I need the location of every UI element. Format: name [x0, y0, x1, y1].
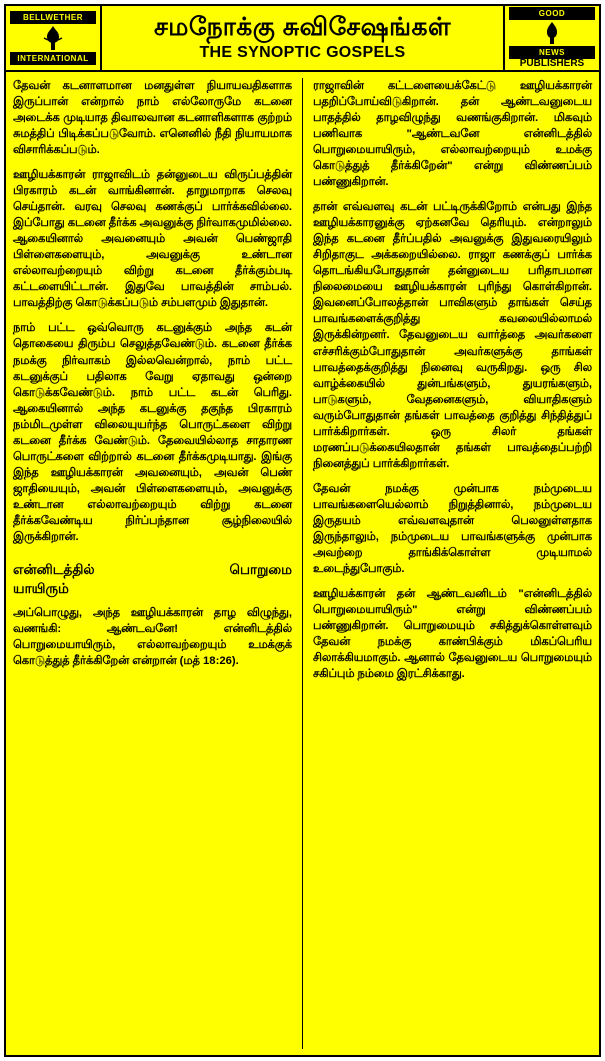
bellwether-international-logo — [6, 6, 102, 70]
masthead — [6, 6, 599, 72]
goodnews-band-top: GOOD — [509, 7, 595, 20]
paragraph: தான் எவ்வளவு கடன் பட்டிருக்கிறோம் என்பது இந்த ஊழியக்காரனுக்கு ஏற்கனவே தெரியும். என்றாலும் இந்த கடனை தீர்ப்பதில் அவனுக்கு இதுவரையிலும் சிறிதாகுட அக்கறையில்லை. ராஜா கணக்குப் பார்க்க தொடங்கியபோதுதான் தன்னுடைய பரிதாபமான நிலைமையை ஊழியக்காரன் புரிந்து கொள்கிறான். இவனைப்போலத்தான் பாவிகளும் தாங்கள் செய்த பாவங்களைக்குறித்து கவலையில்லாமல் இருக்கின்றனர். தேவனுடைய வார்த்தை அவர்களை எச்சரிக்கும்போதுதான் அவர்களுக்கு தாங்கள் பாவத்தைக்குறித்து நினைவு வருகிறது. ஒரு சில வாழ்க்கையில் துன்பங்களும், துயரங்களும், பாடுகளும், வேதனைகளும், வியாதிகளும் வரும்போதுதான் தங்கள் பாவத்தை குறித்து சிந்தித்துப் பார்க்கிறார்கள். ஒரு சிலர் தங்கள் மரணப்படுக்கையிலதான் தங்கள் பாவத்தைப்பற்றி நினைத்துப் பார்க்கிறார்கள். — [313, 201, 592, 470]
good-news-publishers-logo — [503, 6, 599, 70]
torch-icon — [8, 24, 98, 52]
scripture-quote-paragraph: அப்பொழுது, அந்த ஊழியக்காரன் தாழ விழுந்து, வணங்கி: ஆண்டவனே! என்னிடத்தில் பொறுமையாயிரும், எல்லாவற்றையும் உமக்குக் கொடுத்துத் தீர்க்கிறேன் என்றான் (மத் 18:26). — [13, 607, 292, 668]
paragraph: ஊழியக்காரன் ராஜாவிடம் தன்னுடைய விருப்பத்தின் பிரகாரம் கடன் வாங்கினான். தாறுமாறாக செலவு செய்தான். வரவு செலவு கணக்குப் பார்க்கவில்லை. இப்போது கடனை தீர்க்க அவனுக்கு நிர்வாகமுமில்லை. ஆகையினால் அவனையும் அவன் பெண்ஜாதி பிள்ளைகளையும், அவனுக்கு உண்டான எல்லாவற்றையும் விற்று கடனை தீர்க்கும்படி கட்டளையிட்டான். இதுவே பாவத்தின் சாம்பல். பாவத்திற்கு கொடுக்கப்படும் சம்பளமும் இதுதான். — [13, 169, 292, 310]
goodnews-band-bottom: PUBLISHERS — [519, 57, 585, 69]
subheading-part-3: யாயிரும் — [13, 581, 69, 597]
bellwether-band-bottom: INTERNATIONAL — [10, 52, 96, 65]
left-column — [13, 78, 303, 1049]
paragraph: நாம் பட்ட ஒவ்வொரு கடனுக்கும் அந்த கடன் தொகையை திரும்ப செலுத்தவேண்டும். கடனை தீர்க்க நமக்கு நிர்வாகம் இல்லவென்றால், நாம் பட்ட கடனுக்குப் பதிலாக வேறு ஏதாவது ஒன்றை கொடுக்கவேண்டும். நாம் பட்ட கடன் பெரிது. ஆகையினால் அந்த கடனுக்கு தகுந்த பிரகாரம் நம்மிடமுள்ள விலையுயர்ந்த பொருட்களை விற்று கடனை தீர்க்க வேண்டும். தேவையில்லாத சாதாரண பொருட்களை விற்றால் கடனை தீர்க்கமுடியாது. இங்கு இந்த ஊழியக்காரன் அவனையும், அவன் பெண் ஜாதியையும், அவன் பிள்ளைகளையும், அவனுக்கு உண்டான எல்லாவற்றையும் விற்று கடனை தீர்க்கவேண்டிய நிர்ப்பந்தான சூழ்நிலையில் இருக்கிறான். — [13, 322, 292, 543]
section-subheading — [13, 560, 292, 598]
newsletter-sheet — [4, 4, 601, 1057]
right-column — [313, 78, 592, 1049]
body-area — [6, 72, 599, 1055]
goodnews-band-middle: NEWS — [509, 46, 595, 59]
page-title-english: THE SYNOPTIC GOSPELS — [199, 44, 406, 62]
paragraph: ஊழியக்காரன் தன் ஆண்டவனிடம் "என்னிடத்தில் பொறுமையாயிரும்" என்று விண்ணப்பம் பண்ணுகிறான். பொறுமையும் சகித்துக்கொள்ளவும் தேவன் நமக்கு காண்பிக்கும் மிகப்பெரிய சிலாக்கியமாகும். ஆனால் தேவனுடைய பொறுமையும் சகிப்பும் நம்மை இரட்சிக்காது. — [313, 587, 592, 681]
paragraph: தேவன் கடனாளமான மனதுள்ள நியாயவதிகளாக இருப்பான் என்றால் நாம் எல்லோருமே கடனை அடைக்க முடியாத திவாலவான கடனாளிகளாக குற்றம் சுமத்திப் பிடிக்கப்படுவோம். எனெனில் நீதி நியாயமாக விசாரிக்கப்படும். — [13, 80, 292, 157]
torch-icon-right — [507, 20, 597, 46]
paragraph: ராஜாவின் கட்டளையைக்கேட்டு ஊழியக்காரன் பதறிப்போய்விடுகிறான். தன் ஆண்டவனுடைய பாதத்தில் தாழவிழுந்து வணங்குகிறான். மிகவும் பணிவாக "ஆண்டவனே என்னிடத்தில் பொறுமையாயிரும், எல்லாவற்றையும் உமக்கு கொடுத்துத் தீர்க்கிறேன்" என்று விண்ணப்பம் பண்ணுகிறான். — [313, 80, 592, 189]
subheading-part-1: என்னிடத்தில் — [13, 561, 95, 577]
paragraph: தேவன் நமக்கு முன்பாக நம்முடைய பாவங்களையெல்லாம் நிறுத்தினால், நம்முடைய இருதயம் எவ்வளவுதான் பெலனுள்ளதாக இருந்தாலும், நம்முடைய பாவங்களுக்கு முன்பாக அவற்றை தாங்கிக்கொள்ள முடியாமல் உடைந்துபோகும். — [313, 482, 592, 575]
bellwether-band-top: BELLWETHER — [10, 11, 96, 24]
page-title-tamil: சமநோக்கு சுவிசேஷங்கள் — [153, 12, 452, 41]
title-block — [102, 6, 503, 70]
subheading-part-2: பொறுமை — [229, 561, 292, 577]
